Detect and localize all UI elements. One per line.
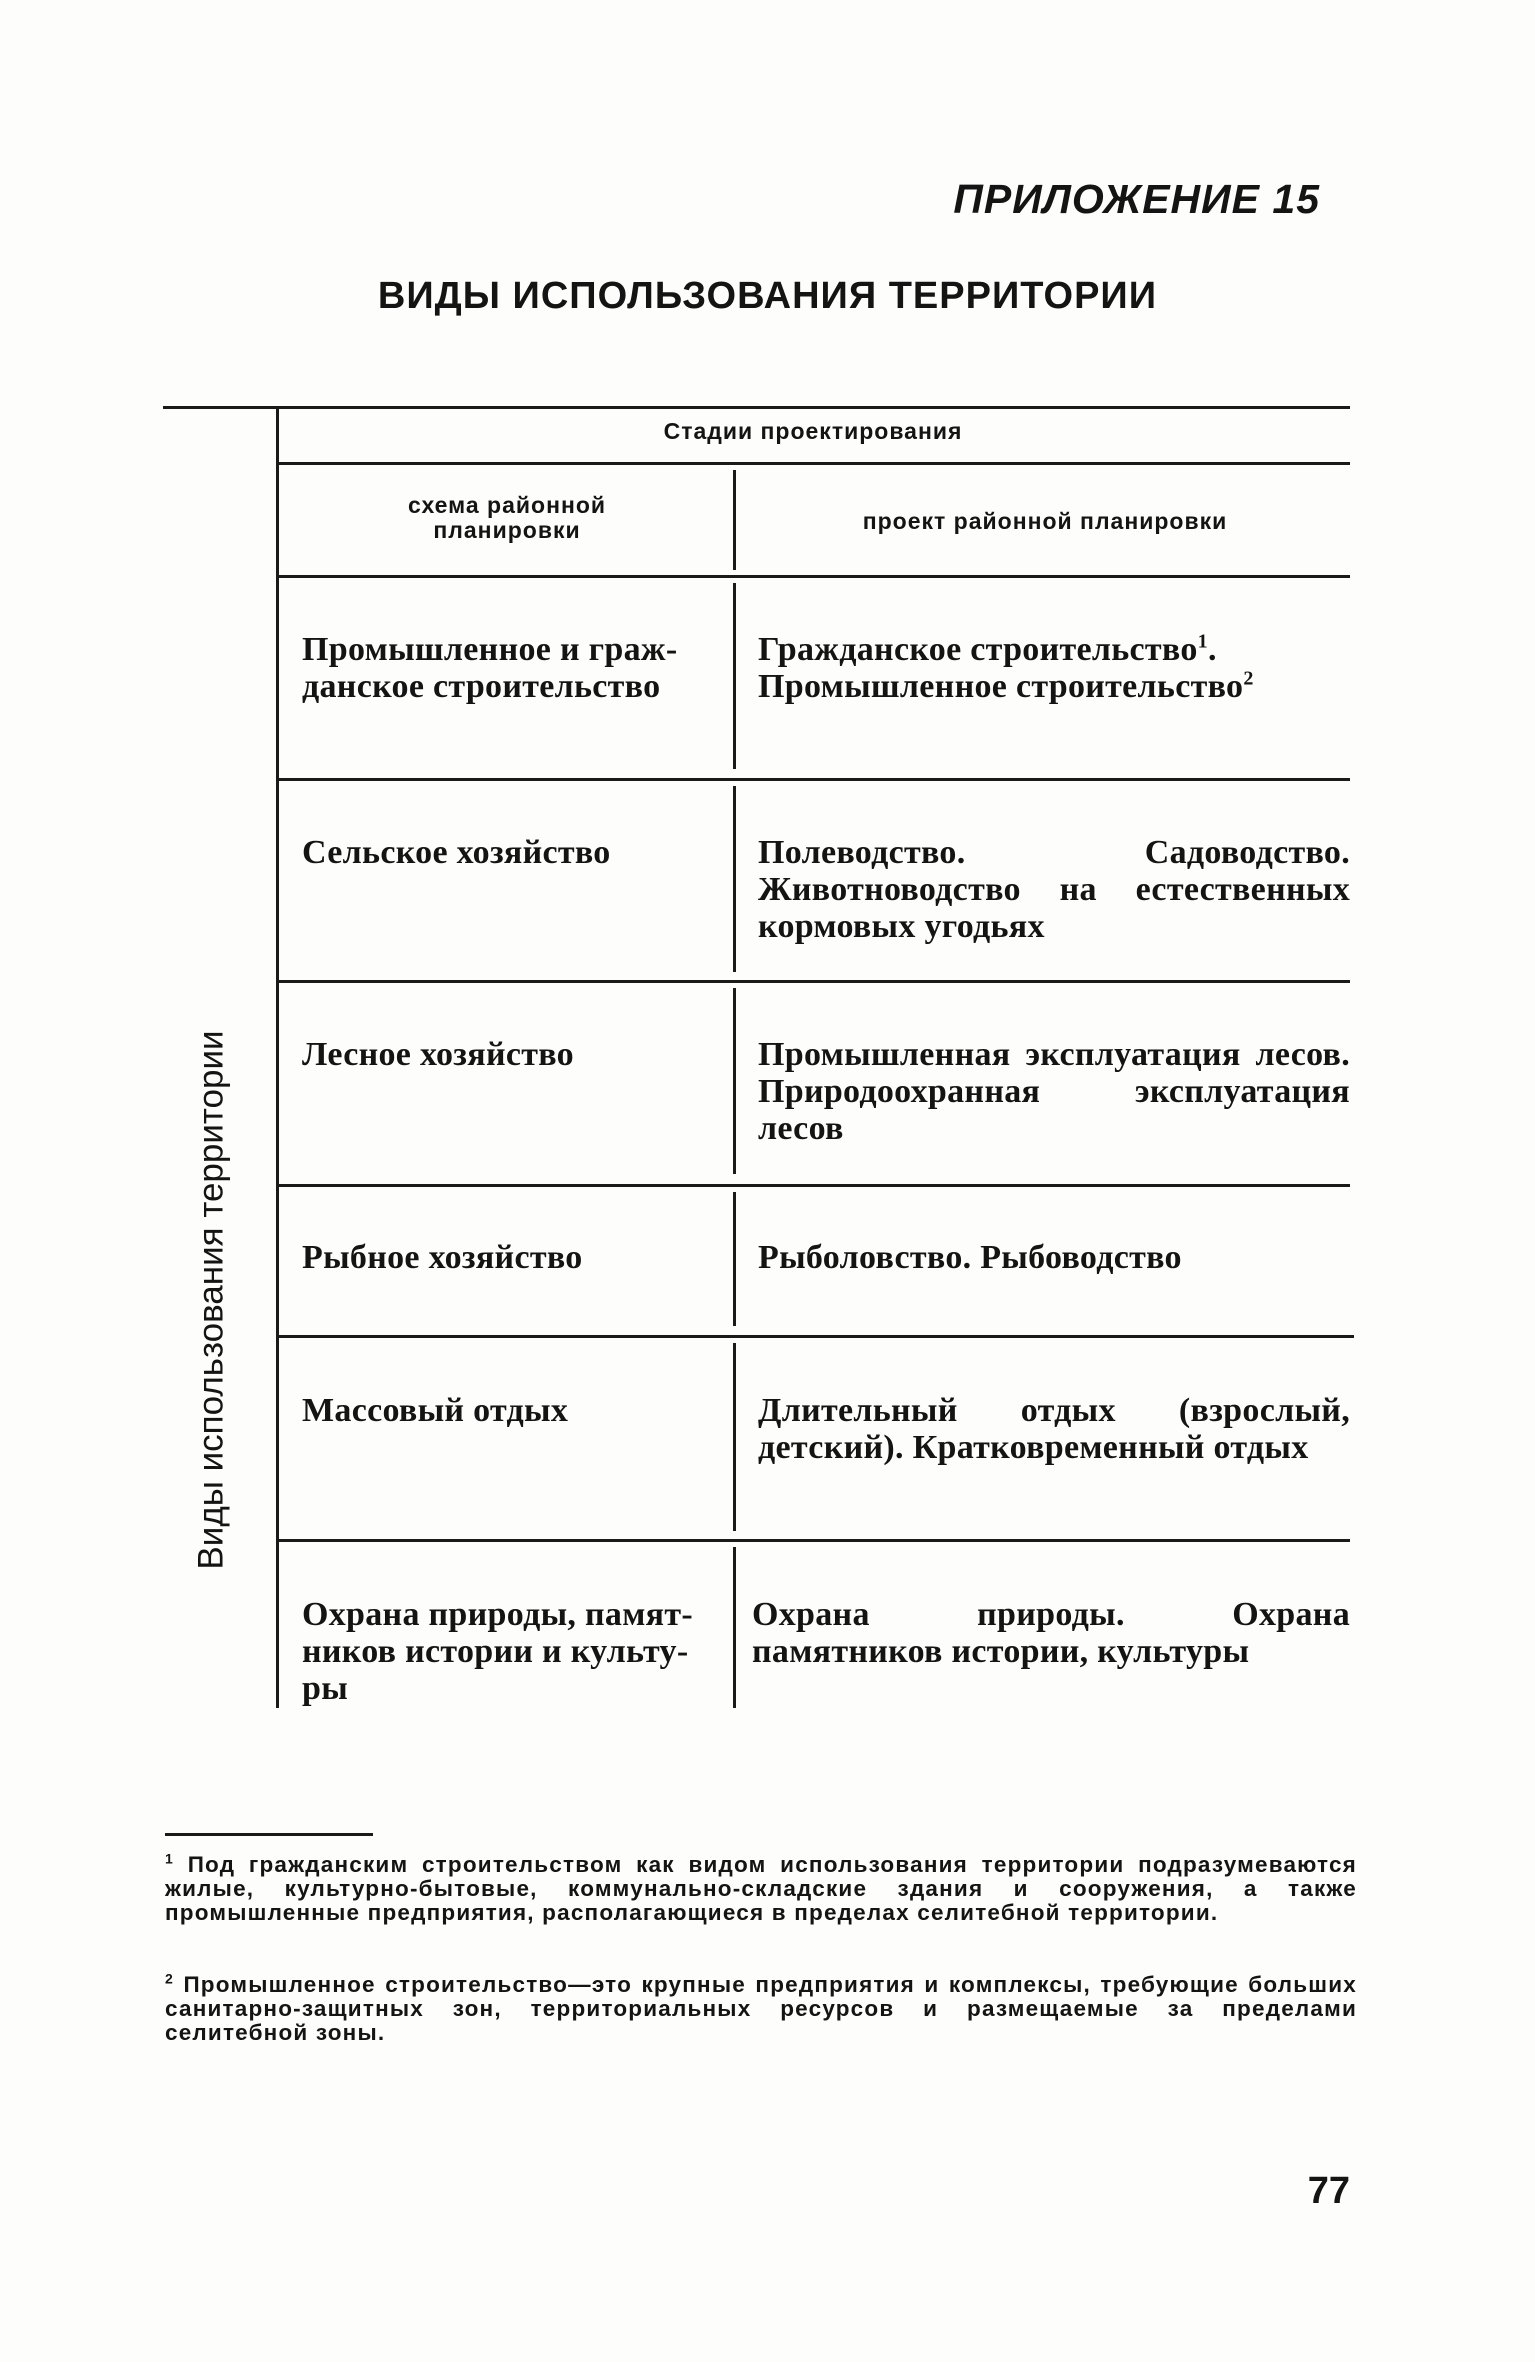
footnote-1 xyxy=(165,1850,1357,1925)
table-row-2-left xyxy=(302,834,722,871)
row-1-left-line2: данское строительство xyxy=(302,668,661,705)
table-row-2-right: Полеводство. Садоводство. Животноводство на естественных кормовых угодьях xyxy=(758,834,1350,945)
row-6-left-line3: ры xyxy=(302,1670,349,1707)
header-column-divider xyxy=(733,470,736,570)
row-5-rule xyxy=(276,1539,1350,1542)
row-5-column-divider xyxy=(733,1343,736,1531)
footnote-2-mark: 2 xyxy=(165,1970,174,1987)
row-2-column-divider xyxy=(733,786,736,972)
row-1-left-line1: Промышленное и граж- xyxy=(302,631,678,668)
table-row-5-right: Длительный отдых (взрослый, детский). Кратковременный отдых xyxy=(758,1392,1350,1466)
side-label: Виды использования территории xyxy=(192,1030,231,1570)
row-4-left-line1: Рыбное хозяйство xyxy=(302,1239,583,1276)
page-number: 77 xyxy=(1307,2170,1350,2212)
footnote-ref-1: 1 xyxy=(1197,630,1208,653)
footnote-1-mark: 1 xyxy=(165,1850,174,1867)
appendix-label: ПРИЛОЖЕНИЕ 15 xyxy=(953,176,1320,222)
row-2-rule xyxy=(276,980,1350,983)
row-2-left-line1: Сельское хозяйство xyxy=(302,834,611,871)
row-1-right-line1: Гражданское строительство xyxy=(758,631,1198,668)
row-6-left-line1: Охрана природы, памят- xyxy=(302,1596,693,1633)
column-header-scheme-line1: схема районной xyxy=(407,492,607,518)
page-title: ВИДЫ ИСПОЛЬЗОВАНИЯ ТЕРРИТОРИИ xyxy=(377,275,1158,317)
group-header: Стадии проектирования xyxy=(663,418,963,444)
row-1-right-line2: Промышленное строительство xyxy=(758,668,1244,705)
footnote-2 xyxy=(165,1970,1357,2045)
row-1-column-divider xyxy=(733,583,736,769)
table-row-5-left xyxy=(302,1392,722,1429)
footnote-1-text: Под гражданским строительством как видом использования территории подразумеваются жилые, культурно-бытовые, коммунально-складские здания и сооружения, а также промышленные предприятия, располагающиеся в пределах селитебной территории. xyxy=(165,1852,1357,1925)
footnote-2-text: Промышленное строительство—это крупные предприятия и комплексы, требующие больших санитарно-защитных зон, территориальных ресурсов и размещаемые за пределами селитебной зоны. xyxy=(165,1972,1357,2045)
table-row-6-left xyxy=(302,1596,722,1707)
table-row-6-right: Охрана природы. Охрана памятников истории, культуры xyxy=(752,1596,1350,1670)
table-row-1-left xyxy=(302,631,722,705)
group-header-rule xyxy=(276,462,1350,465)
row-3-rule xyxy=(276,1184,1350,1187)
table-left-border xyxy=(276,406,279,1708)
row-6-left-line2: ников истории и культу- xyxy=(302,1633,689,1670)
row-3-left-line1: Лесное хозяйство xyxy=(302,1036,574,1073)
table-row-4-right: Рыболовство. Рыбоводство xyxy=(758,1239,1182,1276)
table-top-rule xyxy=(163,406,1350,409)
footnote-rule xyxy=(165,1833,373,1836)
row-6-column-divider xyxy=(733,1547,736,1708)
table-row-1-right xyxy=(758,631,1350,705)
footnote-ref-2: 2 xyxy=(1243,667,1254,690)
table-row-4-left xyxy=(302,1239,722,1276)
side-label-container xyxy=(190,1020,234,1580)
row-5-left-line1: Массовый отдых xyxy=(302,1392,569,1429)
header-bottom-rule xyxy=(276,575,1350,578)
table-row-3-right: Промышленная эксплуатация лесов. Природоохранная эксплуатация лесов xyxy=(758,1036,1350,1147)
row-4-column-divider xyxy=(733,1192,736,1326)
row-1-rule xyxy=(276,778,1350,781)
column-header-scheme-line2: планировки xyxy=(433,517,581,543)
column-header-project: проект районной планировки xyxy=(862,508,1228,534)
row-1-right-line1-end: . xyxy=(1207,631,1217,668)
table-row-3-left xyxy=(302,1036,722,1073)
row-3-column-divider xyxy=(733,988,736,1174)
column-header-scheme xyxy=(284,493,730,543)
row-4-rule xyxy=(276,1335,1354,1338)
